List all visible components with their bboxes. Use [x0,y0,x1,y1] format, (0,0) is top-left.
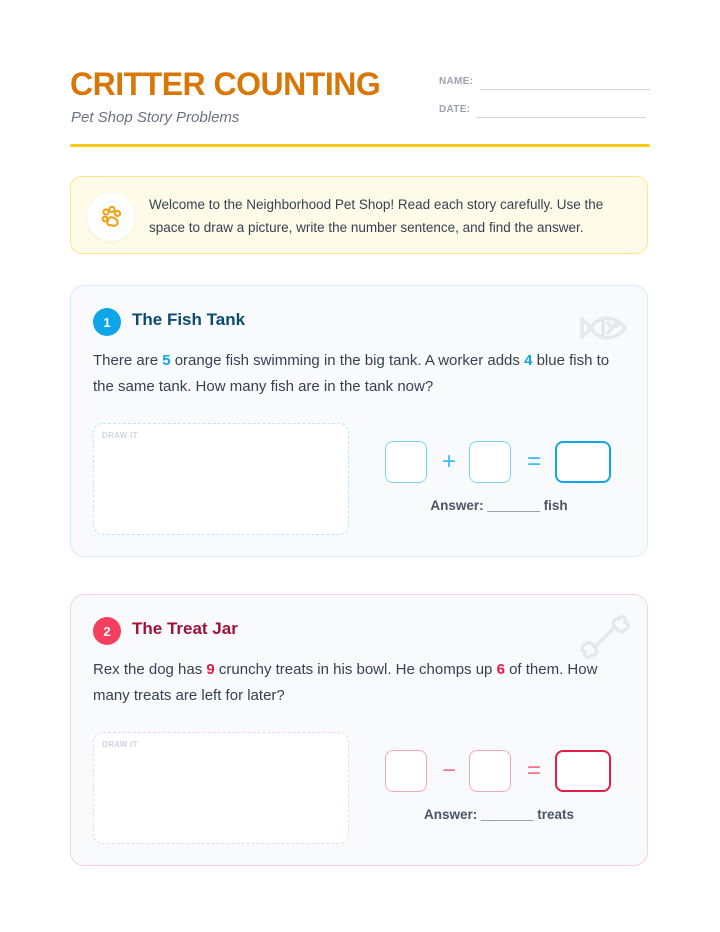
problem-title: The Fish Tank [132,310,246,329]
equals-sign: = [526,757,541,784]
subtrahend-box[interactable] [469,750,511,792]
story-part: orange fish swimming in the big tank. A worker adds [170,352,525,369]
problem-number: 2 [93,617,121,645]
difference-answer-box[interactable] [555,750,611,792]
story-text [93,657,613,709]
intro-banner [70,176,648,254]
name-label: NAME: [439,76,474,87]
problem-card-treat-jar [70,594,648,866]
paw-print-icon [87,193,135,241]
story-part: There are [93,352,163,369]
name-field[interactable] [480,89,650,90]
story-number: 6 [496,661,505,678]
minuend-box[interactable] [385,750,427,792]
first-addend-box[interactable] [385,441,427,483]
story-part: Rex the dog has [93,661,207,678]
problem-card-fish-tank [70,285,648,557]
draw-area[interactable] [93,732,349,844]
problem-number: 1 [93,308,121,336]
worksheet-subtitle: Pet Shop Story Problems [71,109,240,126]
intro-text: Welcome to the Neighborhood Pet Shop! Read each story carefully. Use the space to draw a picture, write the number sentence, and find the answer. [149,197,604,235]
second-addend-box[interactable] [469,441,511,483]
answer-line[interactable]: Answer: _______ fish [430,498,568,513]
story-part: crunchy treats in his bowl. He chomps up [214,661,497,678]
draw-label: DRAW IT [102,431,138,440]
date-label: DATE: [439,104,471,115]
story-number: 9 [206,661,215,678]
story-text [93,348,613,400]
worksheet-title: CRITTER COUNTING [70,66,381,102]
minus-operator: − [441,757,456,784]
problem-title: The Treat Jar [132,619,238,638]
draw-area[interactable] [93,423,349,535]
story-part: blue fish to the same tank. How many fish are in the tank now? [93,352,610,395]
story-number: 5 [162,352,171,369]
header-divider [70,144,650,147]
date-field[interactable] [476,117,646,118]
equals-sign: = [526,448,541,475]
answer-line[interactable]: Answer: _______ treats [423,807,575,822]
story-number: 4 [524,352,533,369]
sum-answer-box[interactable] [555,441,611,483]
draw-label: DRAW IT [102,740,138,749]
plus-operator: + [441,448,456,475]
story-part: of them. How many treats are left for later? [93,661,598,704]
